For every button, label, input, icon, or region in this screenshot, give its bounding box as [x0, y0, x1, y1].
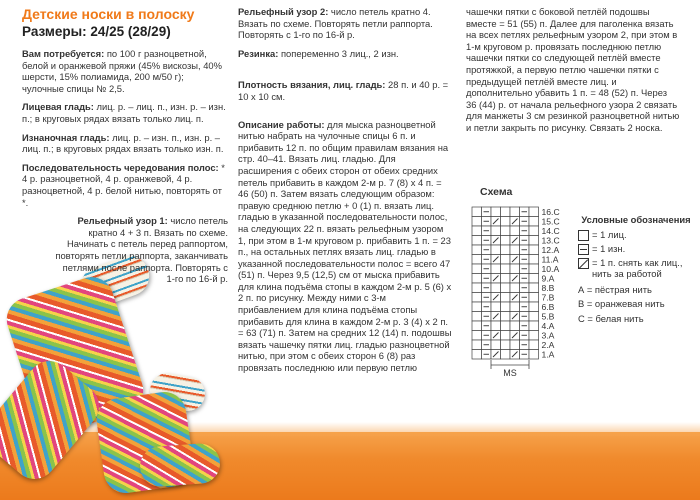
grid-cell: [501, 264, 511, 274]
grid-cell: [491, 264, 501, 274]
row-label: 6.В: [541, 301, 555, 312]
row-label: 5.В: [541, 311, 555, 322]
row-label: 10.А: [541, 263, 560, 274]
color-c: С = белая нить: [578, 312, 644, 324]
column-1: [22, 6, 228, 292]
grid-cell: [472, 274, 482, 284]
schema-grid: [468, 176, 578, 396]
grid-cell: [510, 283, 520, 293]
gauge-paragraph: Плотность вязания, лиц. гладь: 28 п. и 40 р. = 10 х 10 см.: [238, 79, 449, 102]
grid-cell: [472, 321, 482, 331]
grid-cell: [491, 321, 501, 331]
purl-symbol-icon: [578, 244, 589, 255]
grid-cell: [472, 217, 482, 227]
grid-cell: [529, 283, 539, 293]
grid-cell: [501, 312, 511, 322]
grid-cell: [501, 302, 511, 312]
legend: [578, 214, 694, 328]
grid-cell: [491, 340, 501, 350]
rib2-paragraph: Рельефный узор 2: число петель кратно 4. Вязать по схеме. Повторять петли раппорта. Повторять с 1-го по 16-й р.: [238, 6, 433, 41]
grid-cell: [472, 302, 482, 312]
grid-cell: [501, 226, 511, 236]
color-a: А = пёстрая нить: [578, 283, 652, 295]
row-label: 4.А: [541, 320, 555, 331]
grid-cell: [501, 331, 511, 341]
grid-cell: [472, 236, 482, 246]
row-label: 9.А: [541, 273, 555, 284]
continuation-paragraph: чашечки пятки с боковой петлёй подошвы вместе = 51 (55) п. Далее для паголенка вязать на всех петлях рельефным узором 2, при этом в 1-м круговом р. провязать последнюю петлю чашечки пятки со следующей петлёй вместе протяжкой, а первую петлю чашечки пятки с предыдущей петлёй вместе лиц. и дополнительно убавить 1 п. = 48 (52) п. Через 36 (44) р. от начала рельефного узора 2 связать для манжеты 3 см резинкой разноцветной нитью и петли закрыть по рисунку. Связать 2 носка.: [466, 6, 680, 133]
grid-cell: [501, 207, 511, 217]
page-title: Детские носки в полоску: [22, 6, 195, 22]
row-label: 13.С: [541, 235, 560, 246]
schema: [468, 176, 698, 396]
grid-cell: [529, 350, 539, 360]
grid-cell: [472, 312, 482, 322]
grid-cell: [529, 255, 539, 265]
stockinette-back-paragraph: Изнаночная гладь: лиц. р. – изн. п., изн. р. – лиц. п.; в круговых рядах вязать только изн. п.: [22, 131, 224, 155]
row-label: 15.С: [541, 216, 560, 227]
grid-cell: [472, 255, 482, 265]
row-label: 3.А: [541, 330, 555, 341]
grid-cell: [529, 207, 539, 217]
grid-cell: [472, 283, 482, 293]
row-label: 2.А: [541, 339, 555, 350]
stockinette-front-paragraph: Лицевая гладь: лиц. р. – лиц. п., изн. р. – изн. п.; в круговых рядах вязать только лиц. п.: [22, 101, 226, 124]
grid-cell: [529, 321, 539, 331]
grid-cell: [472, 350, 482, 360]
grid-cell: [472, 340, 482, 350]
description-paragraph: Описание работы: для мыска разноцветной нитью набрать на чулочные спицы 6 п. и прибавить 12 п. по общим правилам вязания на стр. 40–41. Вязать лиц. гладью. Для расширения с обеих сторон от обеих средних петель прибавить в каждом 2-м р. 7 (8) х 4 п. = 46 (50) п. Затем вязать следующим образом: правую среднюю петлю + 0 (1) п. вязать лиц. гладью в указанной последовательности полос, на следующих 22 п. вязать рельефным узором 1, при этом в 1-м круговом р. прибавить 1 п. = 23 п., на остальных петлях вязать лиц. гладью в указанной последовательности полос = всего 47 (51) п. Через 9,5 (12,5) см от мыска прибавить для клина подъёма стопы в каждом 2-м р. 5 (6) х 2 п. по рисунку. Между ними с 3-м прибавлением для клина подъёма стопы прибавить для клина в каждом 2-м р. 3 (4) х 2 п. = 63 (71) п. Затем на средних 12 (14) п. подошвы вязать чашечку пятки лиц. гладью разноцветной нитью, при этом с обеих сторон 6 (8) раз провязать последнюю или первую петлю: [238, 118, 452, 374]
legend-purl: = 1 изн.: [578, 243, 694, 255]
grid-cell: [529, 302, 539, 312]
grid-cell: [472, 245, 482, 255]
row-label: 1.А: [541, 349, 555, 360]
grid-cell: [501, 283, 511, 293]
row-label: 11.А: [541, 254, 559, 265]
grid-cell: [491, 302, 501, 312]
grid-cell: [529, 264, 539, 274]
grid-cell: [510, 264, 520, 274]
grid-cell: [510, 302, 520, 312]
grid-cell: [510, 207, 520, 217]
grid-cell: [501, 321, 511, 331]
grid-cell: [491, 226, 501, 236]
column-2: [238, 6, 452, 381]
rib1-paragraph: Рельефный узор 1: число петель кратно 4 + 3 п. Вязать по схеме. Начинать с петель перед раппортом, повторять петли раппорта, заканчивать петлями после раппорта. Повторять с 1-го по 16-й р.: [55, 215, 228, 285]
grid-cell: [510, 340, 520, 350]
row-label: 7.В: [541, 292, 555, 303]
color-b: В = оранжевая нить: [578, 298, 665, 310]
grid-cell: [501, 350, 511, 360]
grid-cell: [529, 331, 539, 341]
grid-cell: [529, 312, 539, 322]
grid-cell: [529, 340, 539, 350]
knit-symbol-icon: [578, 230, 589, 241]
legend-title: Условные обозначения: [581, 214, 691, 225]
grid-cell: [529, 236, 539, 246]
grid-cell: [501, 245, 511, 255]
legend-colors: [578, 284, 694, 325]
grid-cell: [491, 207, 501, 217]
legend-knit: = 1 лиц.: [578, 229, 694, 241]
sizes-heading: Размеры: 24/25 (28/29): [22, 24, 171, 39]
legend-slip: = 1 п. снять как лиц., нить за работой: [578, 257, 694, 280]
grid-cell: [472, 226, 482, 236]
grid-cell: [491, 283, 501, 293]
grid-cell: [501, 217, 511, 227]
slip-symbol-icon: [578, 258, 589, 269]
grid-cell: [529, 226, 539, 236]
stripe-sequence-paragraph: Последовательность чередования полос: * 4 р. разноцветной, 4 р. оранжевой, 4 р. разноцветной, 4 р. белой нитью, повторять от *.: [22, 161, 225, 208]
row-label: 16.С: [541, 206, 560, 217]
grid-cell: [472, 264, 482, 274]
row-label: 8.В: [541, 282, 555, 293]
materials-paragraph: Вам потребуется: по 100 г разноцветной, белой и оранжевой пряжи (45% вискозы, 40% шерсти, 15% полиамида, 200 м/50 г); чулочные спицы № 2,5.: [22, 48, 222, 94]
row-label: 12.А: [541, 244, 560, 255]
schema-title: Схема: [480, 186, 513, 198]
ms-label: MS: [503, 368, 517, 378]
grid-cell: [529, 217, 539, 227]
grid-cell: [510, 321, 520, 331]
grid-cell: [529, 293, 539, 303]
row-label: 14.С: [541, 225, 560, 236]
grid-cell: [472, 293, 482, 303]
grid-cell: [510, 245, 520, 255]
grid-cell: [501, 255, 511, 265]
grid-cell: [501, 274, 511, 284]
grid-cell: [529, 245, 539, 255]
grid-cell: [510, 226, 520, 236]
grid-cell: [491, 245, 501, 255]
grid-cell: [501, 293, 511, 303]
grid-cell: [472, 207, 482, 217]
grid-cell: [501, 236, 511, 246]
column-3: [466, 6, 680, 141]
grid-cell: [501, 340, 511, 350]
ribbing-paragraph: Резинка: попеременно 3 лиц., 2 изн.: [238, 47, 399, 59]
grid-cell: [472, 331, 482, 341]
grid-cell: [529, 274, 539, 284]
